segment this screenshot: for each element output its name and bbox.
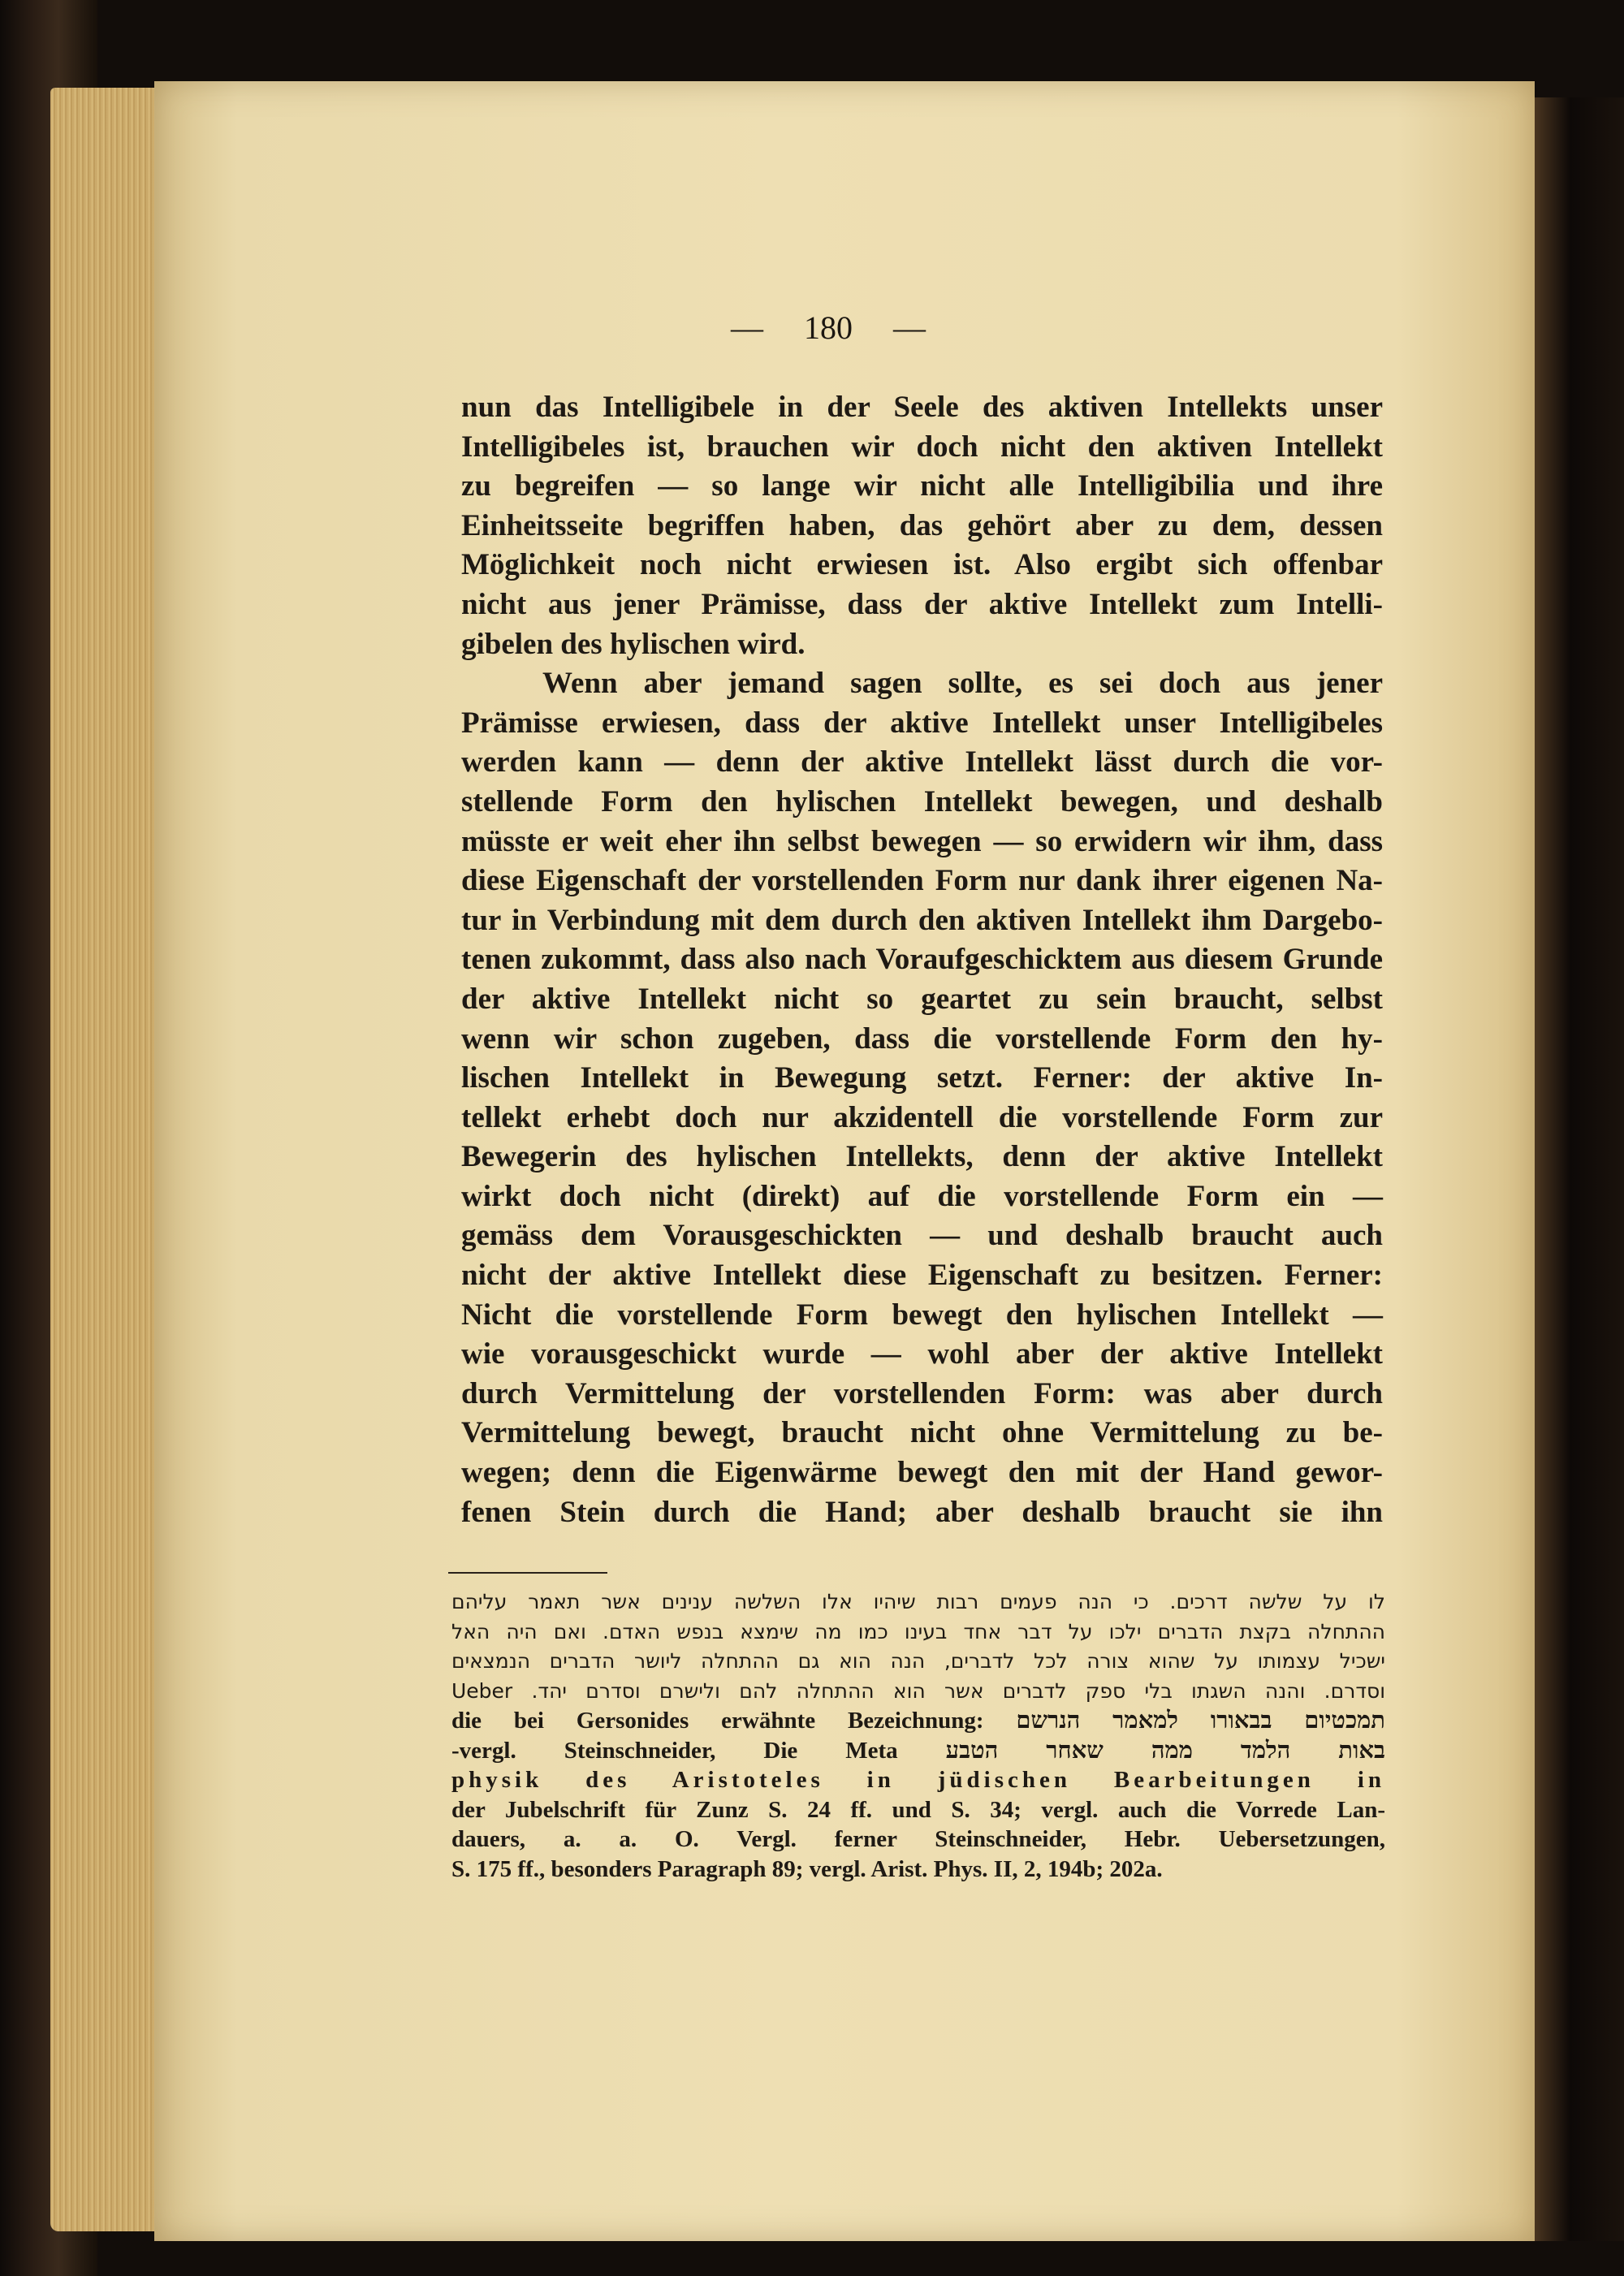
text-line: nicht der aktive Intellekt diese Eigenschaft zu besitzen. Ferner:	[461, 1259, 1383, 1293]
body-text	[461, 388, 1383, 1532]
text-line: wirkt doch nicht (direkt) auf die vorstellende Form ein —	[461, 1179, 1383, 1213]
header-dash-left: —	[731, 309, 763, 346]
text-line: durch Vermittelung der vorstellenden Form: was aber durch	[461, 1376, 1383, 1410]
footnote-line: לו על שלשה דרכים. כי הנה פעמים רבות שיהיו אלו השלשה ענינים אשר תאמר עליהם	[451, 1590, 1385, 1613]
page-edges	[50, 88, 156, 2231]
text-line: tellekt erhebt doch nur akzidentell die vorstellende Form zur	[461, 1100, 1383, 1134]
text-line: Bewegerin des hylischen Intellekts, denn der aktive Intellekt	[461, 1140, 1383, 1174]
text-line: wenn wir schon zugeben, dass die vorstellende Form den hy-	[461, 1021, 1383, 1056]
footnote-line: S. 175 ff., besonders Paragraph 89; vergl. Arist. Phys. II, 2, 194b; 202a.	[451, 1855, 1163, 1882]
text-line: diese Eigenschaft der vorstellenden Form nur dank ihrer eigenen Na-	[461, 864, 1383, 898]
text-line: zu begreifen — so lange wir nicht alle Intelligibilia und ihre	[461, 469, 1383, 503]
text-line: gemäss dem Vorausgeschickten — und deshalb braucht auch	[461, 1219, 1383, 1253]
text-line: der aktive Intellekt nicht so geartet zu sein braucht, selbst	[461, 982, 1383, 1016]
text-line: tenen zukommt, dass also nach Voraufgeschicktem aus diesem Grunde	[461, 943, 1383, 977]
page-number: 180	[804, 309, 853, 346]
text-line: stellende Form den hylischen Intellekt bewegen, und deshalb	[461, 784, 1383, 818]
footnote-line: der Jubelschrift für Zunz S. 24 ff. und S. 34; vergl. auch die Vorrede Lan-	[451, 1796, 1385, 1823]
footnotes	[451, 1587, 1385, 1884]
footnote-line: וסדרם. והנה השגתו בלי ספק לדברים אשר הוא ההתחלה להם ולישרם וסדרם יהד. Ueber	[451, 1678, 1385, 1703]
text-line: werden kann — denn der aktive Intellekt lässt durch die vor-	[461, 745, 1383, 780]
page-number-header	[0, 309, 1624, 347]
text-line: Möglichkeit noch nicht erwiesen ist. Also ergibt sich offenbar	[461, 548, 1383, 582]
footnote-line: ישכיל עצמותו על שהוא צורה לכל לדברים, הנה הוא גם ההתחלה ליושר הדברים הנמצאים	[451, 1649, 1385, 1673]
text-line: nun das Intelligibele in der Seele des aktiven Intellekts unser	[461, 391, 1383, 424]
text-line: nicht aus jener Prämisse, dass der aktive Intellekt zum Intelli-	[461, 587, 1383, 621]
text-line: Wenn aber jemand sagen sollte, es sei doch aus jener	[542, 667, 1383, 701]
book-cover-right	[1535, 97, 1624, 2241]
footnote-line: physik des Aristoteles in jüdischen Bearbeitungen in	[451, 1767, 1385, 1793]
footnote-line: באות הלמד ממה שאחר הטבע vergl. Steinschneider, Die Meta-	[451, 1737, 1386, 1764]
text-line: tur in Verbindung mit dem durch den aktiven Intellekt ihm Dargebo-	[461, 903, 1383, 937]
text-line: Prämisse erwiesen, dass der aktive Intellekt unser Intelligibeles	[461, 706, 1383, 740]
text-line: gibelen des hylischen wird.	[461, 627, 806, 661]
text-line: wie vorausgeschickt wurde — wohl aber der aktive Intellekt	[461, 1337, 1383, 1371]
text-line: Nicht die vorstellende Form bewegt den hylischen Intellekt —	[461, 1298, 1383, 1332]
header-dash-right: —	[893, 309, 926, 346]
text-line: müsste er weit eher ihn selbst bewegen — so erwidern wir ihm, dass	[461, 824, 1383, 858]
footnote-divider	[448, 1572, 607, 1574]
footnote-line: ההתחלה בקצת הדברים ילכו על דבר אחד בעינו כמו מה שימצא בנפש האדם. ואם היה האל	[451, 1619, 1385, 1643]
footnote-line: dauers, a. a. O. Vergl. ferner Steinschneider, Hebr. Uebersetzungen,	[451, 1826, 1385, 1852]
text-line: lischen Intellekt in Bewegung setzt. Ferner: der aktive In-	[461, 1061, 1383, 1095]
text-line: Vermittelung bewegt, braucht nicht ohne Vermittelung zu be-	[461, 1416, 1383, 1450]
text-line: fenen Stein durch die Hand; aber deshalb braucht sie ihn	[461, 1495, 1383, 1529]
text-line: Einheitsseite begriffen haben, das gehört aber zu dem, dessen	[461, 508, 1383, 542]
footnote-line: die bei Gersonides erwähnte Bezeichnung: תמכטיום בבאורו למאמר הנרשם	[451, 1708, 1385, 1734]
text-line: Intelligibeles ist, brauchen wir doch nicht den aktiven Intellekt	[461, 430, 1383, 464]
text-line: wegen; denn die Eigenwärme bewegt den mit der Hand gewor-	[461, 1456, 1383, 1490]
